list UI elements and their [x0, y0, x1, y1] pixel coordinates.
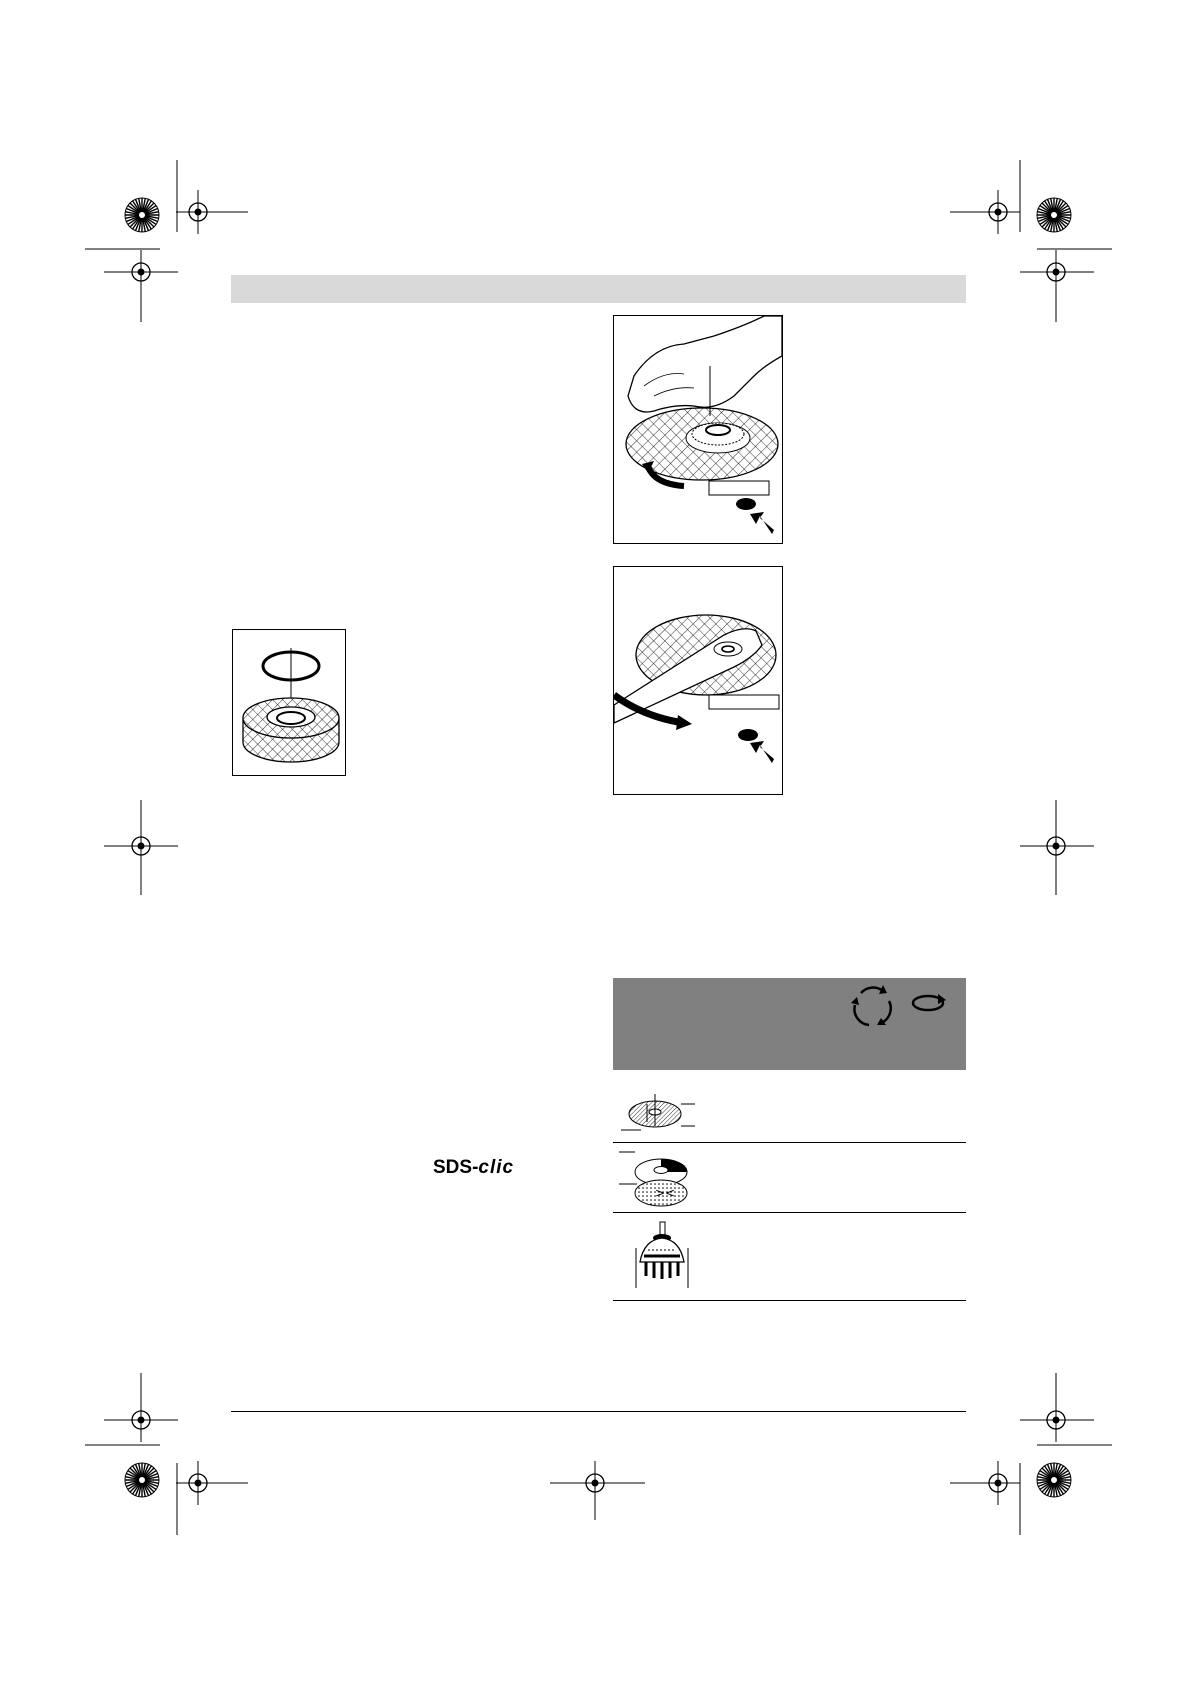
- rotation-direction-icon: [910, 992, 950, 1014]
- recycle-arrows-icon: [849, 983, 897, 1031]
- table-row-divider: [613, 1212, 966, 1213]
- figure-o-ring: [232, 629, 346, 776]
- sds-logo-suffix: clic: [478, 1157, 515, 1178]
- sds-clic-logo: [433, 1157, 514, 1179]
- cup-brush-icon: [630, 1218, 694, 1290]
- table-row-divider: [613, 1142, 966, 1143]
- flap-disc-icon: [617, 1150, 697, 1210]
- o-ring-flange-icon: [233, 630, 345, 775]
- clamping-nut-hand-icon: [614, 316, 782, 543]
- svg-text:><: ><: [655, 1186, 676, 1200]
- grinding-disc-icon: [617, 1086, 697, 1134]
- table-row-divider: [613, 1300, 966, 1301]
- two-pin-spanner-icon: [614, 567, 782, 794]
- header-bar: [231, 275, 966, 303]
- figure-hand-tightening: [613, 315, 783, 544]
- figure-spanner-tightening: [613, 566, 783, 795]
- sds-logo-prefix: SDS-: [433, 1157, 479, 1178]
- accessory-table-header: [613, 978, 966, 1070]
- footer-rule: [231, 1411, 966, 1412]
